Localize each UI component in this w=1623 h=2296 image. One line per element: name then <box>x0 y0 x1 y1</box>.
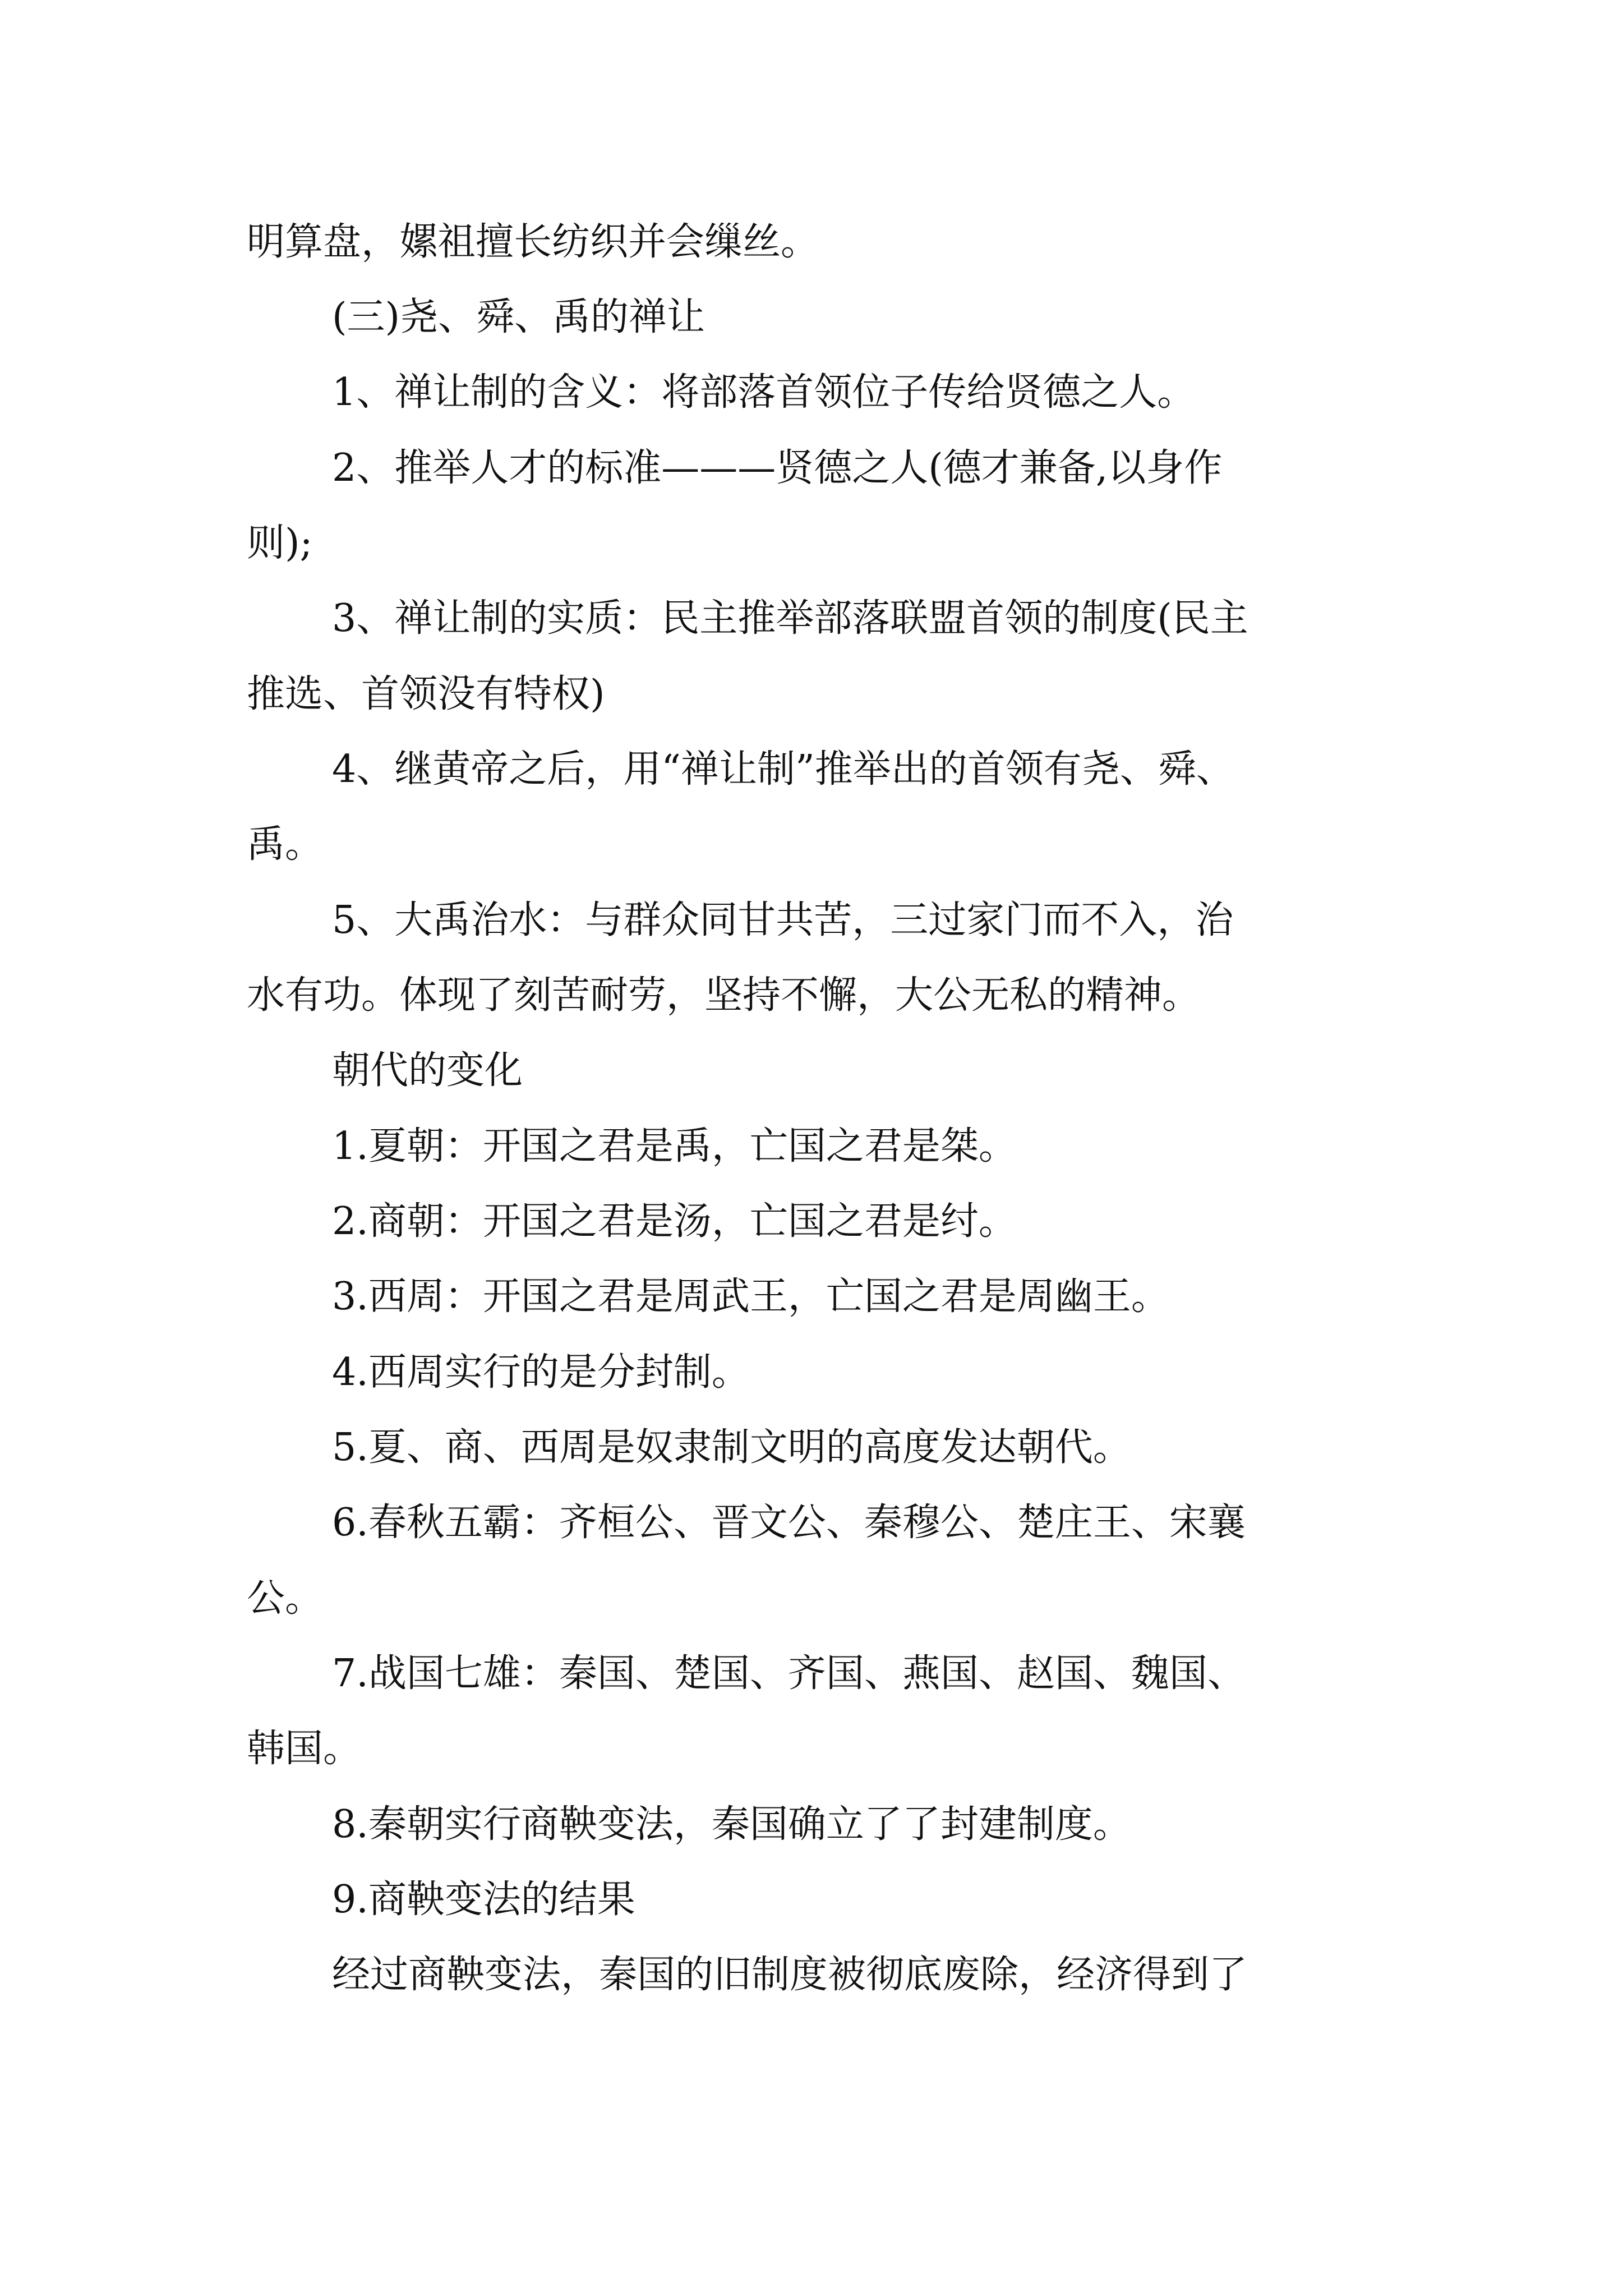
text-line: 推选、首领没有特权) <box>247 672 605 716</box>
text-line: 1、禅让制的含义：将部落首领位子传给贤德之人。 <box>332 370 1196 415</box>
text-line: 5、大禹治水：与群众同甘共苦，三过家门而不入，治 <box>332 898 1234 942</box>
section-heading: 朝代的变化 <box>332 1048 523 1093</box>
text-line: 3.西周：开国之君是周武王，亡国之君是周幽王。 <box>332 1274 1169 1319</box>
text-line: 4.西周实行的是分封制。 <box>332 1350 750 1395</box>
text-line: 6.春秋五霸：齐桓公、晋文公、秦穆公、楚庄王、宋襄 <box>332 1501 1246 1545</box>
text-line: 3、禅让制的实质：民主推举部落联盟首领的制度(民主 <box>332 596 1248 641</box>
text-line: 则); <box>247 521 313 565</box>
text-line: 2.商朝：开国之君是汤，亡国之君是纣。 <box>332 1199 1017 1244</box>
text-line: 公。 <box>247 1576 324 1621</box>
text-line: 韩国。 <box>247 1727 362 1771</box>
text-line: 1.夏朝：开国之君是禹，亡国之君是桀。 <box>332 1124 1017 1168</box>
text-line: 8.秦朝实行商鞅变法，秦国确立了了封建制度。 <box>332 1802 1131 1847</box>
text-line: 9.商鞅变法的结果 <box>332 1878 635 1922</box>
text-line: 水有功。体现了刻苦耐劳，坚持不懈，大公无私的精神。 <box>247 973 1201 1018</box>
text-line: 禹。 <box>247 822 324 867</box>
text-line: 4、继黄帝之后，用“禅让制”推举出的首领有尧、舜、 <box>332 747 1234 792</box>
text-line: 2、推举人才的标准———贤德之人(德才兼备,以身作 <box>332 446 1223 490</box>
text-line: 7.战国七雄：秦国、楚国、齐国、燕国、赵国、魏国、 <box>332 1651 1246 1696</box>
text-line: 明算盘，嫘祖擅长纺织并会缫丝。 <box>247 220 819 264</box>
text-line: 经过商鞅变法，秦国的旧制度被彻底废除，经济得到了 <box>332 1953 1248 1997</box>
section-heading: (三)尧、舜、禹的禅让 <box>332 295 706 339</box>
text-line: 5.夏、商、西周是奴隶制文明的高度发达朝代。 <box>332 1425 1131 1470</box>
